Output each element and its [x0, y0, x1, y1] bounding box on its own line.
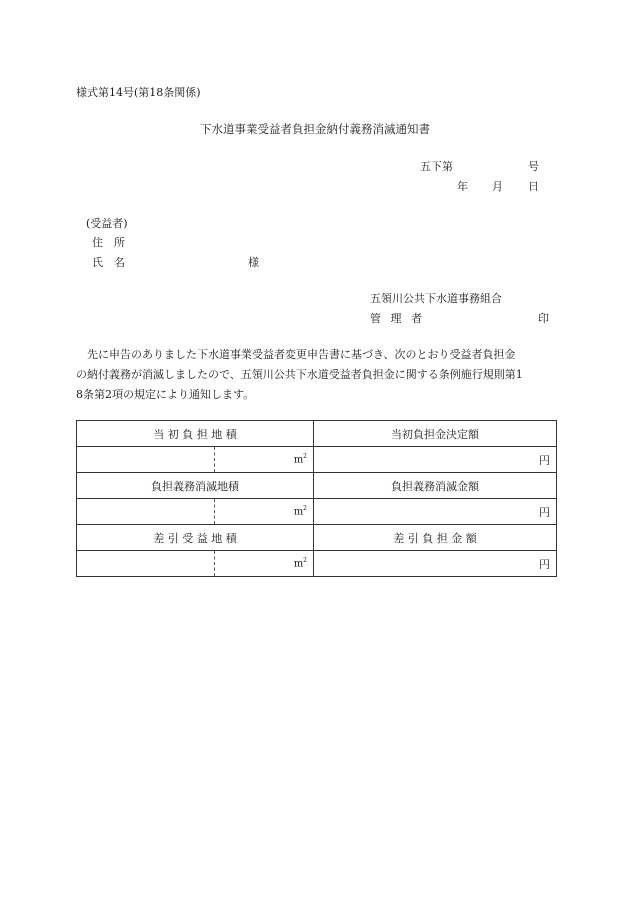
- table-header-row: [77, 421, 557, 447]
- column-divider: [214, 499, 215, 524]
- initial-area-header: 当 初 負 担 地 積: [77, 421, 314, 447]
- extinguished-area-header: 負担義務消滅地積: [77, 473, 314, 499]
- extinguished-amount-value: [314, 499, 557, 525]
- table-value-row: [77, 499, 557, 525]
- sender-organization: 五領川公共下水道事務組合: [370, 292, 502, 305]
- table-header-row: [77, 473, 557, 499]
- notice-line: の納付義務が消滅しましたので、五領川公共下水道受益者負担金に関する条例施行規則第1: [76, 368, 523, 381]
- net-area-value: [77, 551, 314, 577]
- recipient-heading: (受益者): [86, 217, 128, 230]
- notice-line: 8条第2項の規定により通知します。: [76, 388, 255, 401]
- doc-number-prefix: 五下第: [420, 160, 453, 173]
- initial-amount-value: [314, 447, 557, 473]
- form-number: 様式第14号(第18条関係): [76, 86, 201, 99]
- net-amount-value: [314, 551, 557, 577]
- table-header-row: [77, 525, 557, 551]
- yen-unit: 円: [539, 505, 550, 519]
- extinguished-amount-header: 負担義務消滅金額: [314, 473, 557, 499]
- initial-amount-header: 当初負担金決定額: [314, 421, 557, 447]
- burden-table: [76, 420, 557, 577]
- table-value-row: [77, 447, 557, 473]
- address-label: 住 所: [92, 236, 125, 249]
- doc-number-suffix: 号: [528, 160, 539, 173]
- yen-unit: 円: [539, 557, 550, 571]
- area-unit: $m^2$: [293, 504, 307, 517]
- document-title: 下水道事業受益者負担金納付義務消滅通知書: [200, 122, 430, 136]
- date-year: 年: [457, 180, 468, 193]
- date-day: 日: [528, 180, 539, 193]
- column-divider: [214, 447, 215, 472]
- column-divider: [214, 551, 215, 576]
- area-unit: $m^2$: [293, 452, 307, 465]
- name-label: 氏 名: [92, 256, 125, 269]
- seal-mark: 印: [538, 312, 549, 325]
- table-value-row: [77, 551, 557, 577]
- honorific-sama: 様: [248, 256, 259, 269]
- net-amount-header: 差 引 負 担 金 額: [314, 525, 557, 551]
- area-unit: $m^2$: [293, 556, 307, 569]
- extinguished-area-value: [77, 499, 314, 525]
- manager-label: 管 理 者: [370, 312, 425, 325]
- net-area-header: 差 引 受 益 地 積: [77, 525, 314, 551]
- yen-unit: 円: [539, 453, 550, 467]
- notice-line: 先に申告のありました下水道事業受益者変更申告書に基づき、次のとおり受益者負担金: [76, 348, 516, 361]
- notice-body: [76, 345, 556, 405]
- initial-area-value: [77, 447, 314, 473]
- date-month: 月: [492, 180, 503, 193]
